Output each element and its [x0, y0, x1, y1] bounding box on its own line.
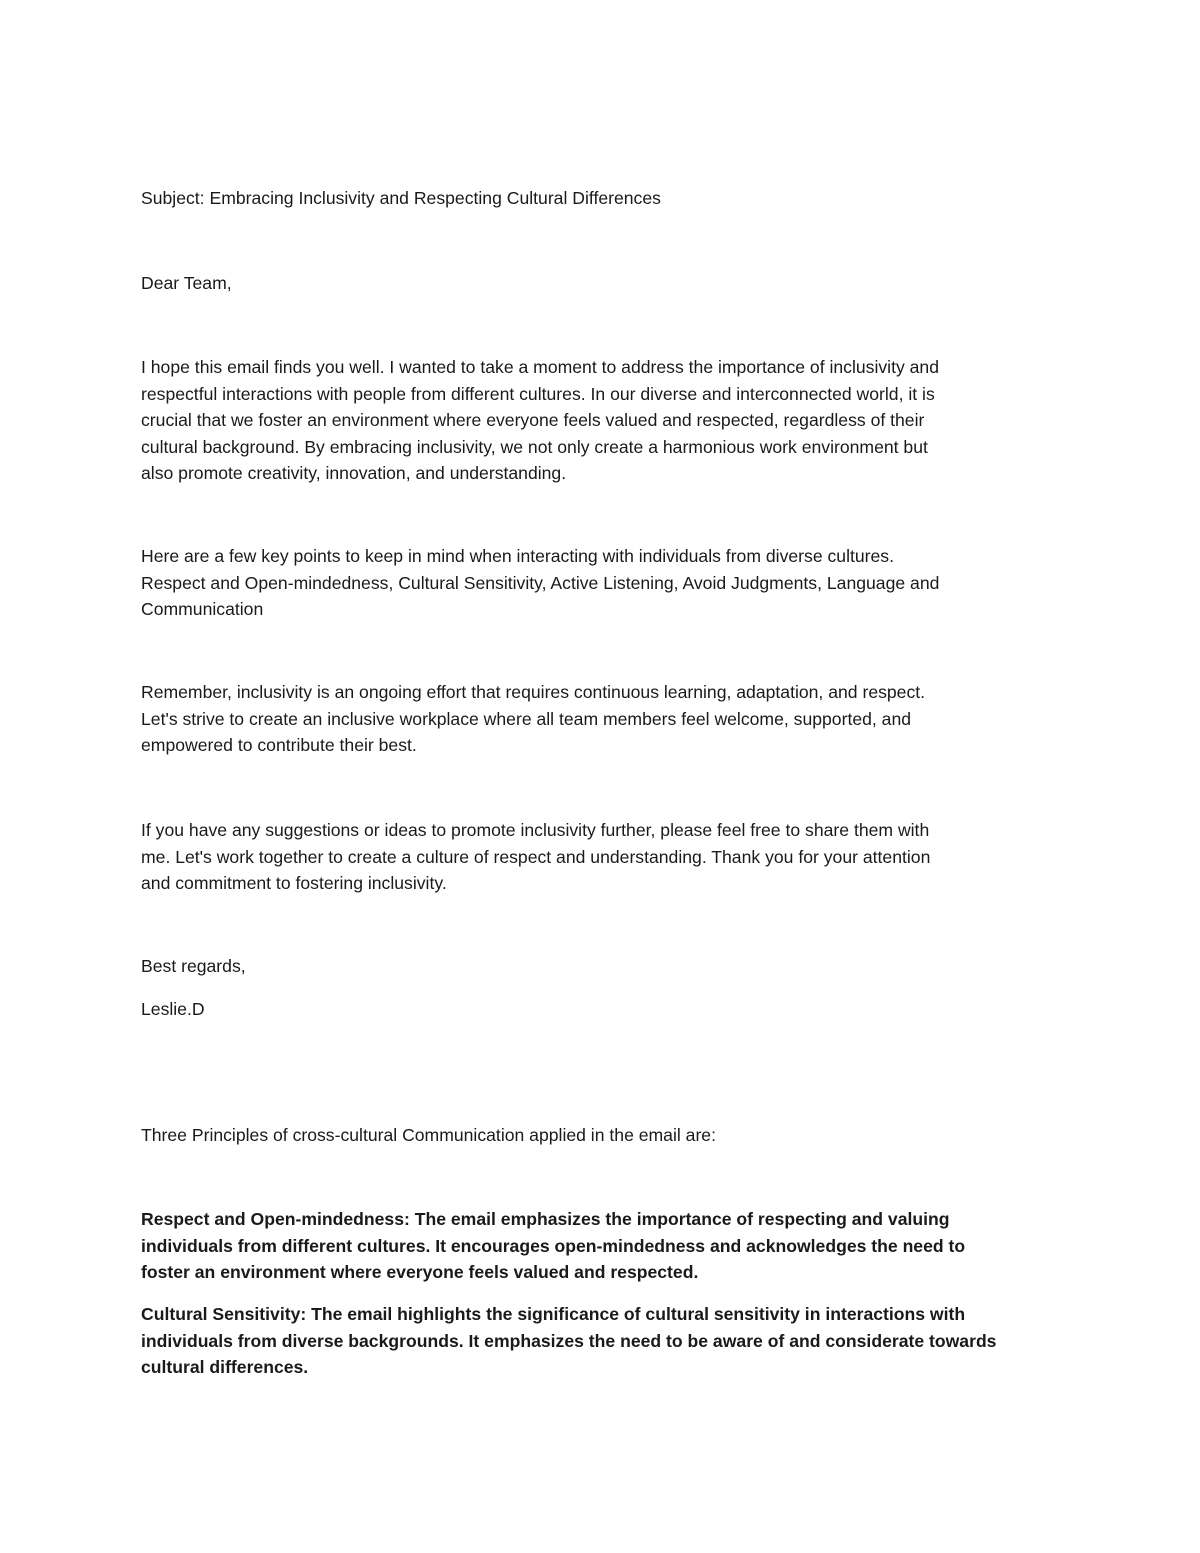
paragraph-line: crucial that we foster an environment where everyone feels valued and respected, regardless of their	[141, 410, 925, 430]
subject-line: Subject: Embracing Inclusivity and Respecting Cultural Differences	[141, 188, 661, 208]
paragraph-line: cultural background. By embracing inclusivity, we not only create a harmonious work environment but	[141, 436, 928, 457]
paragraph-line: and commitment to fostering inclusivity.	[141, 873, 447, 893]
email-paragraph-intro	[141, 354, 1061, 487]
email-paragraph-suggestions	[141, 817, 1061, 897]
paragraph-line: If you have any suggestions or ideas to promote inclusivity further, please feel free to share them with	[141, 820, 930, 840]
email-closing	[141, 953, 1061, 980]
paragraph-line: Let's strive to create an inclusive workplace where all team members feel welcome, supported, and	[141, 708, 912, 729]
greeting-line: Dear Team,	[141, 273, 232, 293]
principle-line: Cultural Sensitivity: The email highlights the significance of cultural sensitivity in interactions with	[141, 1304, 966, 1324]
email-greeting	[141, 270, 1061, 297]
paragraph-line: also promote creativity, innovation, and understanding.	[141, 463, 567, 483]
paragraph-line: respectful interactions with people from different cultures. In our diverse and interconnected world, it is	[141, 383, 935, 404]
principle-line: foster an environment where everyone feels valued and respected.	[141, 1262, 699, 1282]
closing-line: Best regards,	[141, 956, 246, 976]
analysis-intro	[141, 1122, 1061, 1149]
principle-line: cultural differences.	[141, 1357, 309, 1377]
principle-line: individuals from different cultures. It encourages open-mindedness and acknowledges the need to	[141, 1235, 966, 1256]
intro-line: Three Principles of cross-cultural Communication applied in the email are:	[141, 1125, 716, 1145]
principle-sensitivity	[141, 1301, 1061, 1381]
paragraph-line: Respect and Open-mindedness, Cultural Sensitivity, Active Listening, Avoid Judgments, Language and	[141, 572, 940, 593]
email-paragraph-reminder	[141, 679, 1061, 759]
principle-respect	[141, 1206, 1061, 1286]
email-subject	[141, 185, 1061, 212]
signature-line: Leslie.D	[141, 999, 205, 1019]
paragraph-line: I hope this email finds you well. I wanted to take a moment to address the importance of inclusivity and	[141, 357, 939, 377]
email-signature	[141, 996, 1061, 1023]
paragraph-line: Communication	[141, 599, 264, 619]
paragraph-line: Remember, inclusivity is an ongoing effort that requires continuous learning, adaptation, and respect.	[141, 682, 926, 702]
principle-line: individuals from diverse backgrounds. It emphasizes the need to be aware of and considerate towards	[141, 1330, 997, 1351]
paragraph-line: empowered to contribute their best.	[141, 735, 417, 755]
principle-line: Respect and Open-mindedness: The email emphasizes the importance of respecting and valuing	[141, 1209, 950, 1229]
paragraph-line: Here are a few key points to keep in mind when interacting with individuals from diverse cultures.	[141, 546, 894, 566]
email-paragraph-key-points	[141, 543, 1061, 623]
paragraph-line: me. Let's work together to create a culture of respect and understanding. Thank you for your attention	[141, 846, 931, 867]
